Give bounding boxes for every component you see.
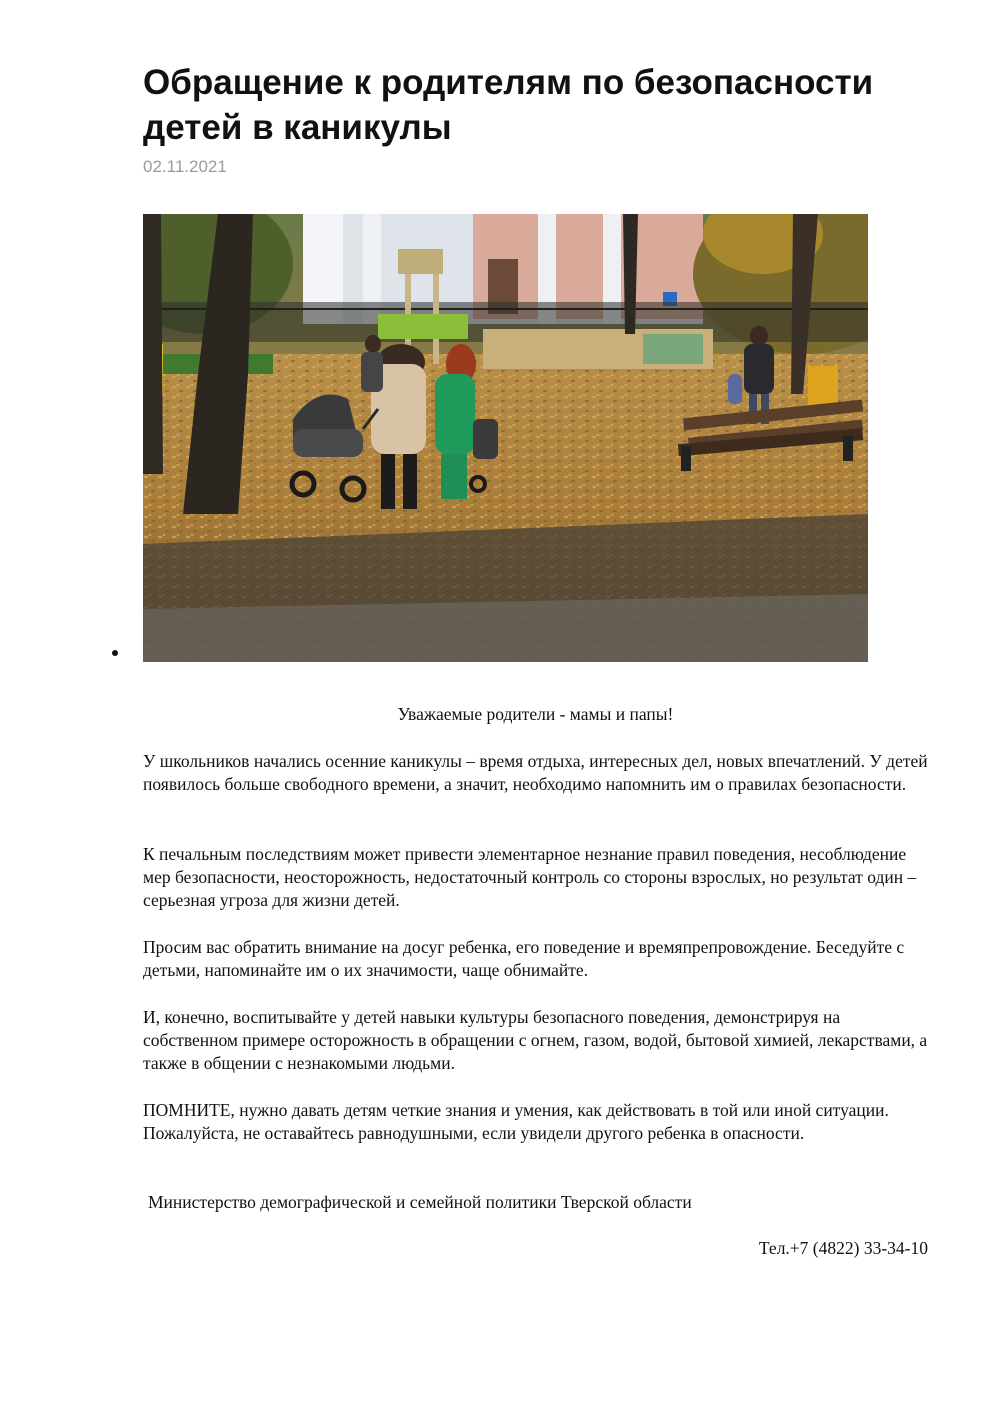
paragraph-5: ПОМНИТЕ, нужно давать детям четкие знания и умения, как действовать в той или иной ситуации. Пожалуйста, не оставайтесь равнодушными, если увидели другого ребенка в опасности. <box>143 1100 889 1143</box>
park-photo <box>143 214 868 662</box>
paragraph-3: Просим вас обратить внимание на досуг ребенка, его поведение и времяпрепровождение. Беседуйте с детьми, напоминайте им о их значимости, чаще обнимайте. <box>143 937 905 980</box>
page-title: Обращение к родителям по безопасности детей в каникулы <box>143 63 874 147</box>
phone-number: Тел.+7 (4822) 33-34-10 <box>758 1238 928 1258</box>
signature: Министерство демографической и семейной политики Тверской области <box>148 1192 692 1212</box>
paragraph-1: У школьников начались осенние каникулы – время отдыха, интересных дел, новых впечатлений. У детей появилось больше свободного времени, а значит, необходимо напомнить им о правилах безопасности. <box>143 751 928 794</box>
paragraph-2: К печальным последствиям может привести элементарное незнание правил поведения, несоблюдение мер безопасности, неосторожность, недостаточный контроль со стороны взрослых, но результат один – серьезная угроза для жизни детей. <box>143 844 917 910</box>
paragraph-4: И, конечно, воспитывайте у детей навыки культуры безопасного поведения, демонстрируя на собственном примере осторожность в обращении с огнем, газом, водой, бытовой химией, лекарствами, а также в общении с незнакомыми людьми. <box>143 1007 928 1073</box>
publish-date: 02.11.2021 <box>143 157 227 176</box>
list-bullet <box>112 650 118 656</box>
greeting: Уважаемые родители - мамы и папы! <box>397 704 674 724</box>
